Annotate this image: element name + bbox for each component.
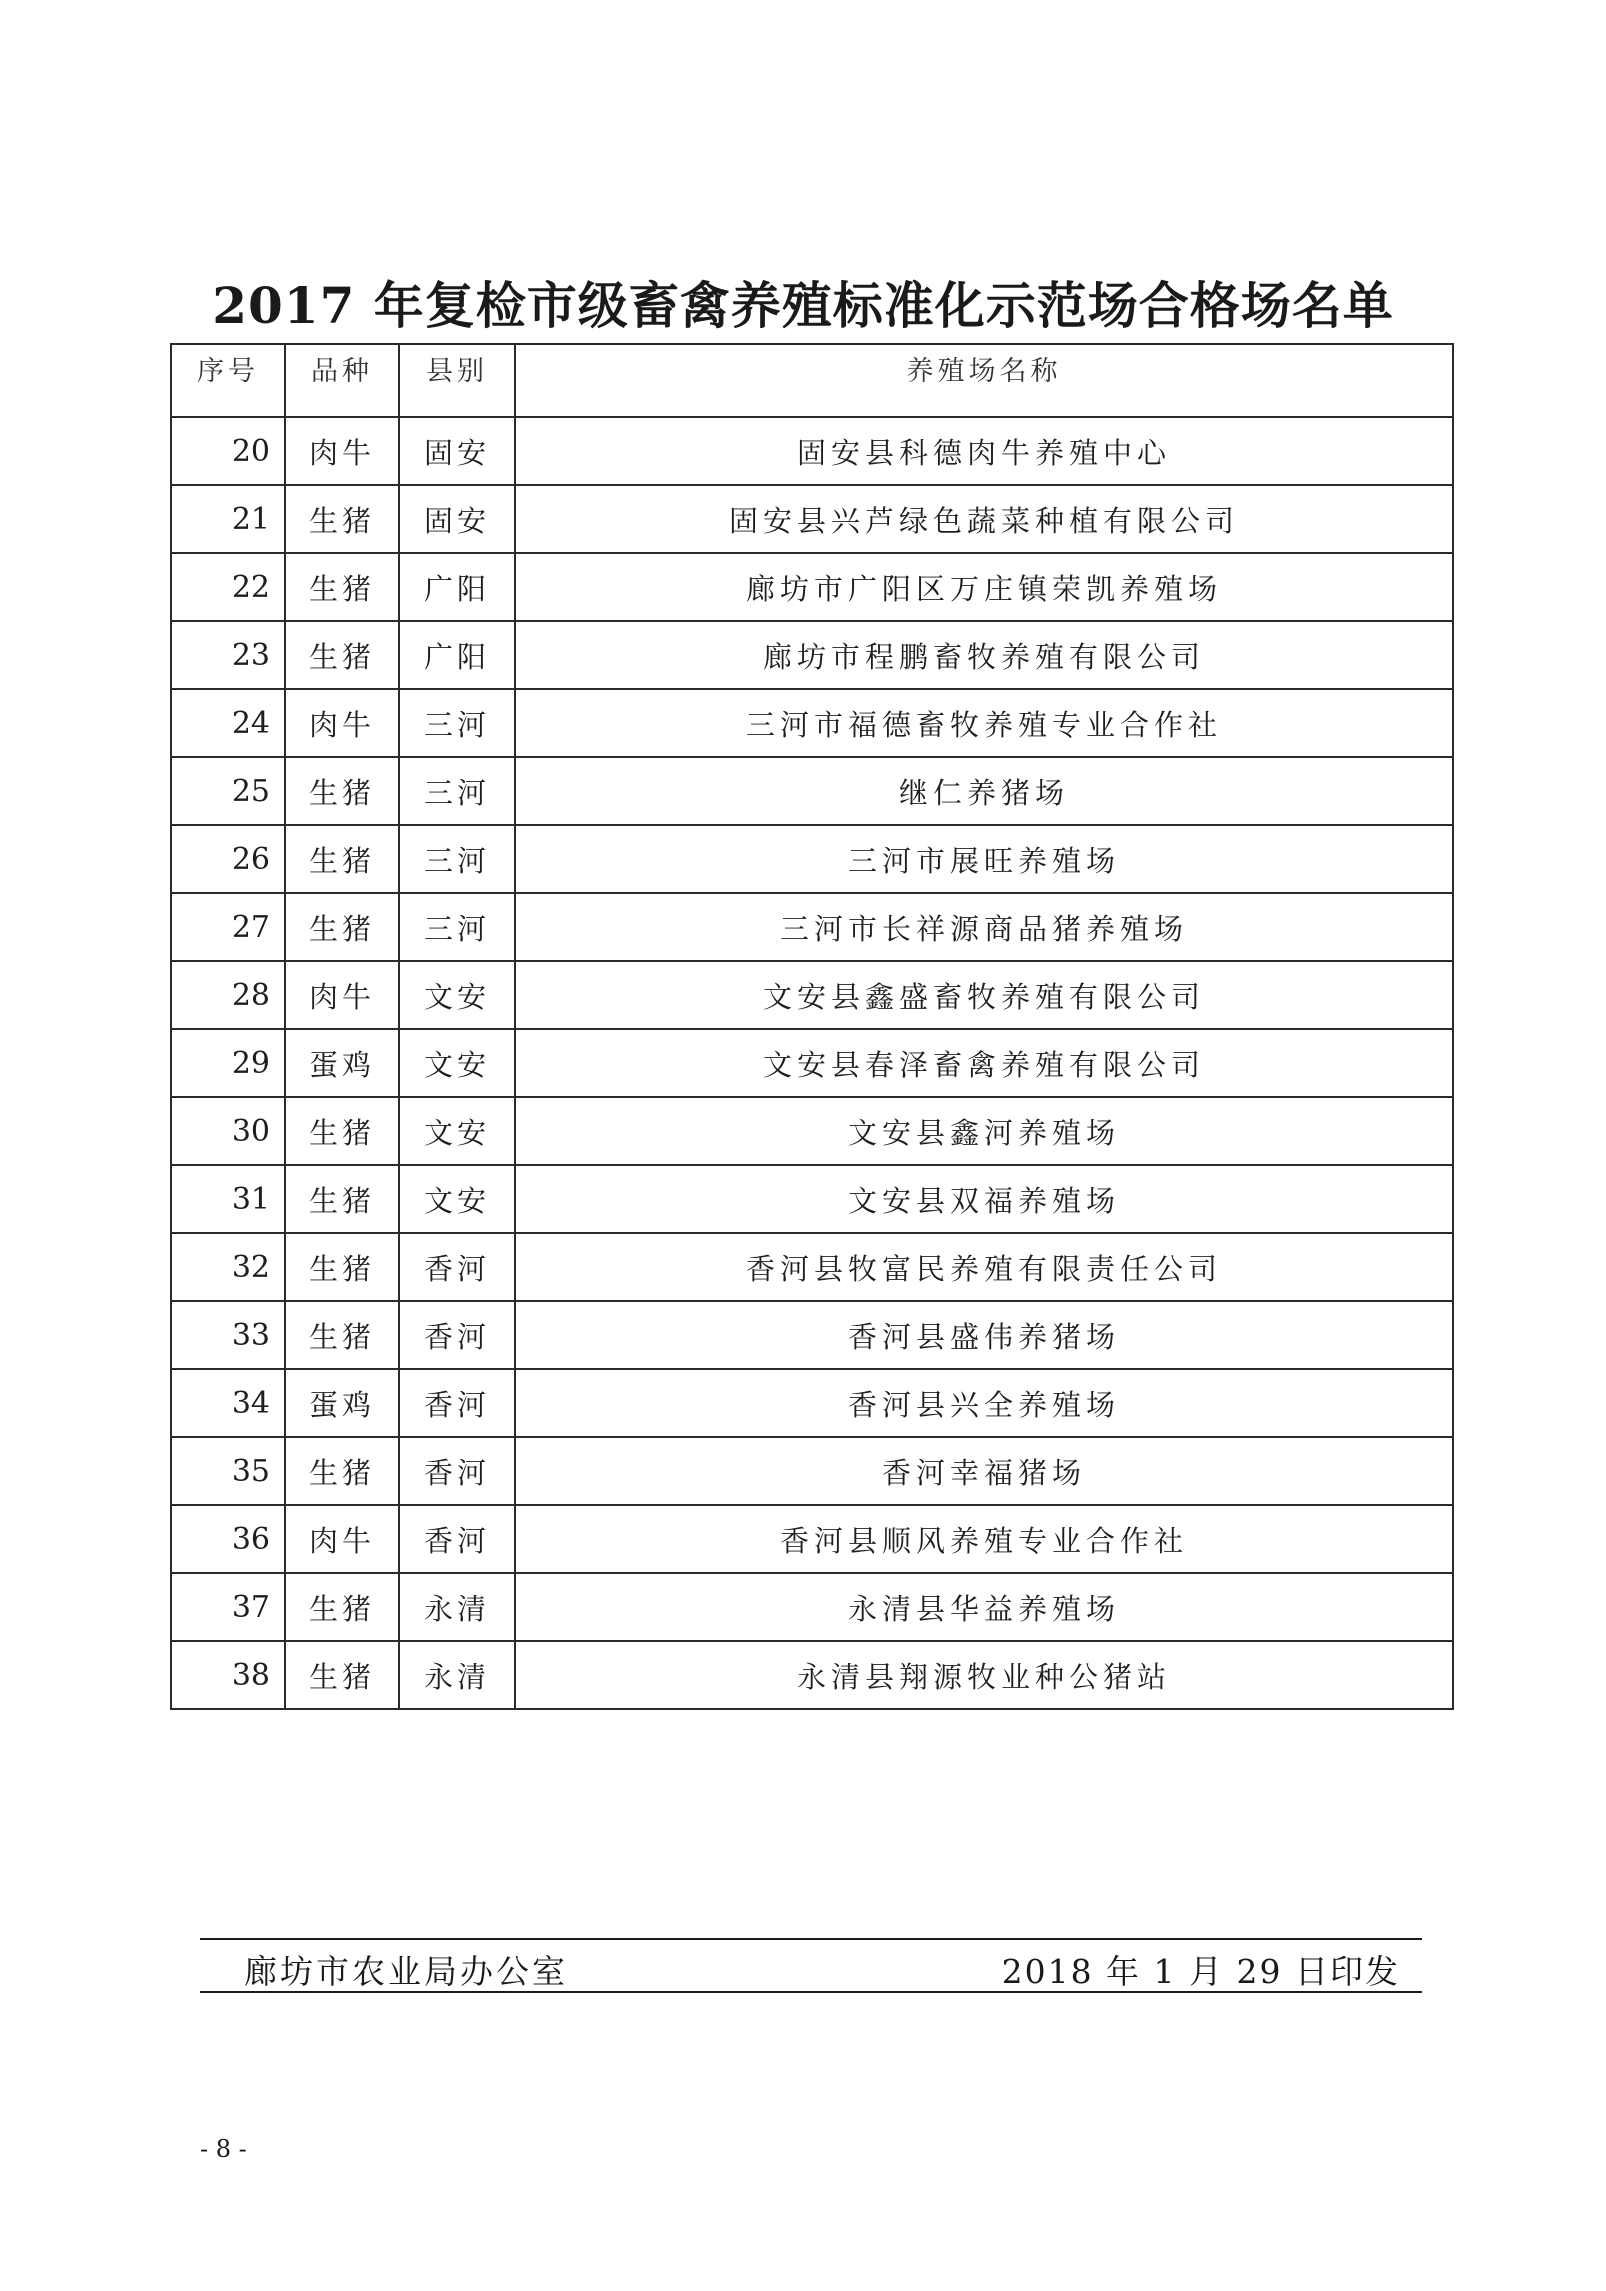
cell-farm-name: 香河县牧富民养殖有限责任公司	[515, 1233, 1453, 1301]
cell-farm-name: 继仁养猪场	[515, 757, 1453, 825]
cell-farm-name: 文安县鑫河养殖场	[515, 1097, 1453, 1165]
cell-farm-name: 文安县双福养殖场	[515, 1165, 1453, 1233]
issue-date: 2018 年 1 月 29 日印发	[1001, 1952, 1400, 1991]
header-no: 序号	[171, 344, 285, 417]
cell-farm-name: 固安县科德肉牛养殖中心	[515, 417, 1453, 485]
footer-top-rule	[200, 1938, 1422, 1940]
cell-farm-name: 永清县翔源牧业种公猪站	[515, 1641, 1453, 1709]
cell-no: 20	[171, 417, 285, 485]
table-row	[171, 689, 1453, 757]
table-row	[171, 1369, 1453, 1437]
cell-county: 文安	[399, 1165, 515, 1233]
cell-no: 38	[171, 1641, 285, 1709]
cell-county: 香河	[399, 1505, 515, 1573]
cell-species: 生猪	[285, 1641, 399, 1709]
cell-farm-name: 三河市长祥源商品猪养殖场	[515, 893, 1453, 961]
cell-county: 三河	[399, 893, 515, 961]
cell-county: 香河	[399, 1233, 515, 1301]
cell-farm-name: 香河县盛伟养猪场	[515, 1301, 1453, 1369]
cell-species: 肉牛	[285, 1505, 399, 1573]
table-row	[171, 1029, 1453, 1097]
cell-county: 香河	[399, 1369, 515, 1437]
issuing-office: 廊坊市农业局办公室	[244, 1952, 568, 1991]
cell-species: 生猪	[285, 553, 399, 621]
table-row	[171, 757, 1453, 825]
table-row	[171, 1097, 1453, 1165]
cell-no: 28	[171, 961, 285, 1029]
cell-county: 文安	[399, 961, 515, 1029]
cell-farm-name: 三河市展旺养殖场	[515, 825, 1453, 893]
cell-county: 固安	[399, 417, 515, 485]
cell-no: 21	[171, 485, 285, 553]
table-row	[171, 961, 1453, 1029]
header-species: 品种	[285, 344, 399, 417]
table-row	[171, 893, 1453, 961]
cell-county: 固安	[399, 485, 515, 553]
cell-species: 生猪	[285, 757, 399, 825]
cell-no: 36	[171, 1505, 285, 1573]
cell-farm-name: 香河县兴全养殖场	[515, 1369, 1453, 1437]
table-row	[171, 825, 1453, 893]
cell-county: 香河	[399, 1437, 515, 1505]
cell-species: 肉牛	[285, 961, 399, 1029]
cell-species: 蛋鸡	[285, 1369, 399, 1437]
cell-county: 文安	[399, 1029, 515, 1097]
cell-species: 生猪	[285, 1097, 399, 1165]
cell-county: 广阳	[399, 621, 515, 689]
cell-farm-name: 永清县华益养殖场	[515, 1573, 1453, 1641]
cell-no: 25	[171, 757, 285, 825]
cell-species: 肉牛	[285, 417, 399, 485]
cell-no: 30	[171, 1097, 285, 1165]
cell-county: 广阳	[399, 553, 515, 621]
cell-county: 永清	[399, 1641, 515, 1709]
page-number: - 8 -	[200, 2135, 247, 2163]
cell-species: 生猪	[285, 1165, 399, 1233]
document-title: 2017 年复检市级畜禽养殖标准化示范场合格场名单	[212, 276, 1394, 335]
cell-farm-name: 香河幸福猪场	[515, 1437, 1453, 1505]
cell-species: 生猪	[285, 825, 399, 893]
table-body	[171, 417, 1453, 1709]
cell-farm-name: 文安县春泽畜禽养殖有限公司	[515, 1029, 1453, 1097]
cell-no: 31	[171, 1165, 285, 1233]
cell-species: 生猪	[285, 485, 399, 553]
farm-list-table	[170, 343, 1454, 1710]
cell-no: 33	[171, 1301, 285, 1369]
table-row	[171, 553, 1453, 621]
cell-no: 26	[171, 825, 285, 893]
cell-no: 29	[171, 1029, 285, 1097]
cell-county: 三河	[399, 757, 515, 825]
cell-county: 三河	[399, 825, 515, 893]
table-row	[171, 1573, 1453, 1641]
cell-no: 24	[171, 689, 285, 757]
cell-farm-name: 三河市福德畜牧养殖专业合作社	[515, 689, 1453, 757]
cell-no: 35	[171, 1437, 285, 1505]
cell-species: 生猪	[285, 1437, 399, 1505]
table-header-row	[171, 344, 1453, 417]
table-row	[171, 1233, 1453, 1301]
table-row	[171, 1437, 1453, 1505]
cell-no: 27	[171, 893, 285, 961]
cell-species: 肉牛	[285, 689, 399, 757]
cell-farm-name: 香河县顺风养殖专业合作社	[515, 1505, 1453, 1573]
table-row	[171, 1301, 1453, 1369]
cell-species: 生猪	[285, 1233, 399, 1301]
header-county: 县别	[399, 344, 515, 417]
cell-species: 生猪	[285, 893, 399, 961]
table-row	[171, 621, 1453, 689]
cell-farm-name: 文安县鑫盛畜牧养殖有限公司	[515, 961, 1453, 1029]
table-row	[171, 485, 1453, 553]
cell-no: 22	[171, 553, 285, 621]
footer-bottom-rule	[200, 1991, 1422, 1993]
cell-no: 34	[171, 1369, 285, 1437]
cell-species: 生猪	[285, 1301, 399, 1369]
cell-farm-name: 廊坊市广阳区万庄镇荣凯养殖场	[515, 553, 1453, 621]
table-row	[171, 417, 1453, 485]
cell-county: 永清	[399, 1573, 515, 1641]
cell-farm-name: 固安县兴芦绿色蔬菜种植有限公司	[515, 485, 1453, 553]
cell-farm-name: 廊坊市程鹏畜牧养殖有限公司	[515, 621, 1453, 689]
cell-no: 32	[171, 1233, 285, 1301]
cell-species: 生猪	[285, 621, 399, 689]
table-row	[171, 1641, 1453, 1709]
cell-species: 蛋鸡	[285, 1029, 399, 1097]
cell-county: 文安	[399, 1097, 515, 1165]
cell-no: 37	[171, 1573, 285, 1641]
table-row	[171, 1165, 1453, 1233]
cell-no: 23	[171, 621, 285, 689]
cell-species: 生猪	[285, 1573, 399, 1641]
header-farm-name: 养殖场名称	[515, 344, 1453, 417]
cell-county: 三河	[399, 689, 515, 757]
table-row	[171, 1505, 1453, 1573]
cell-county: 香河	[399, 1301, 515, 1369]
